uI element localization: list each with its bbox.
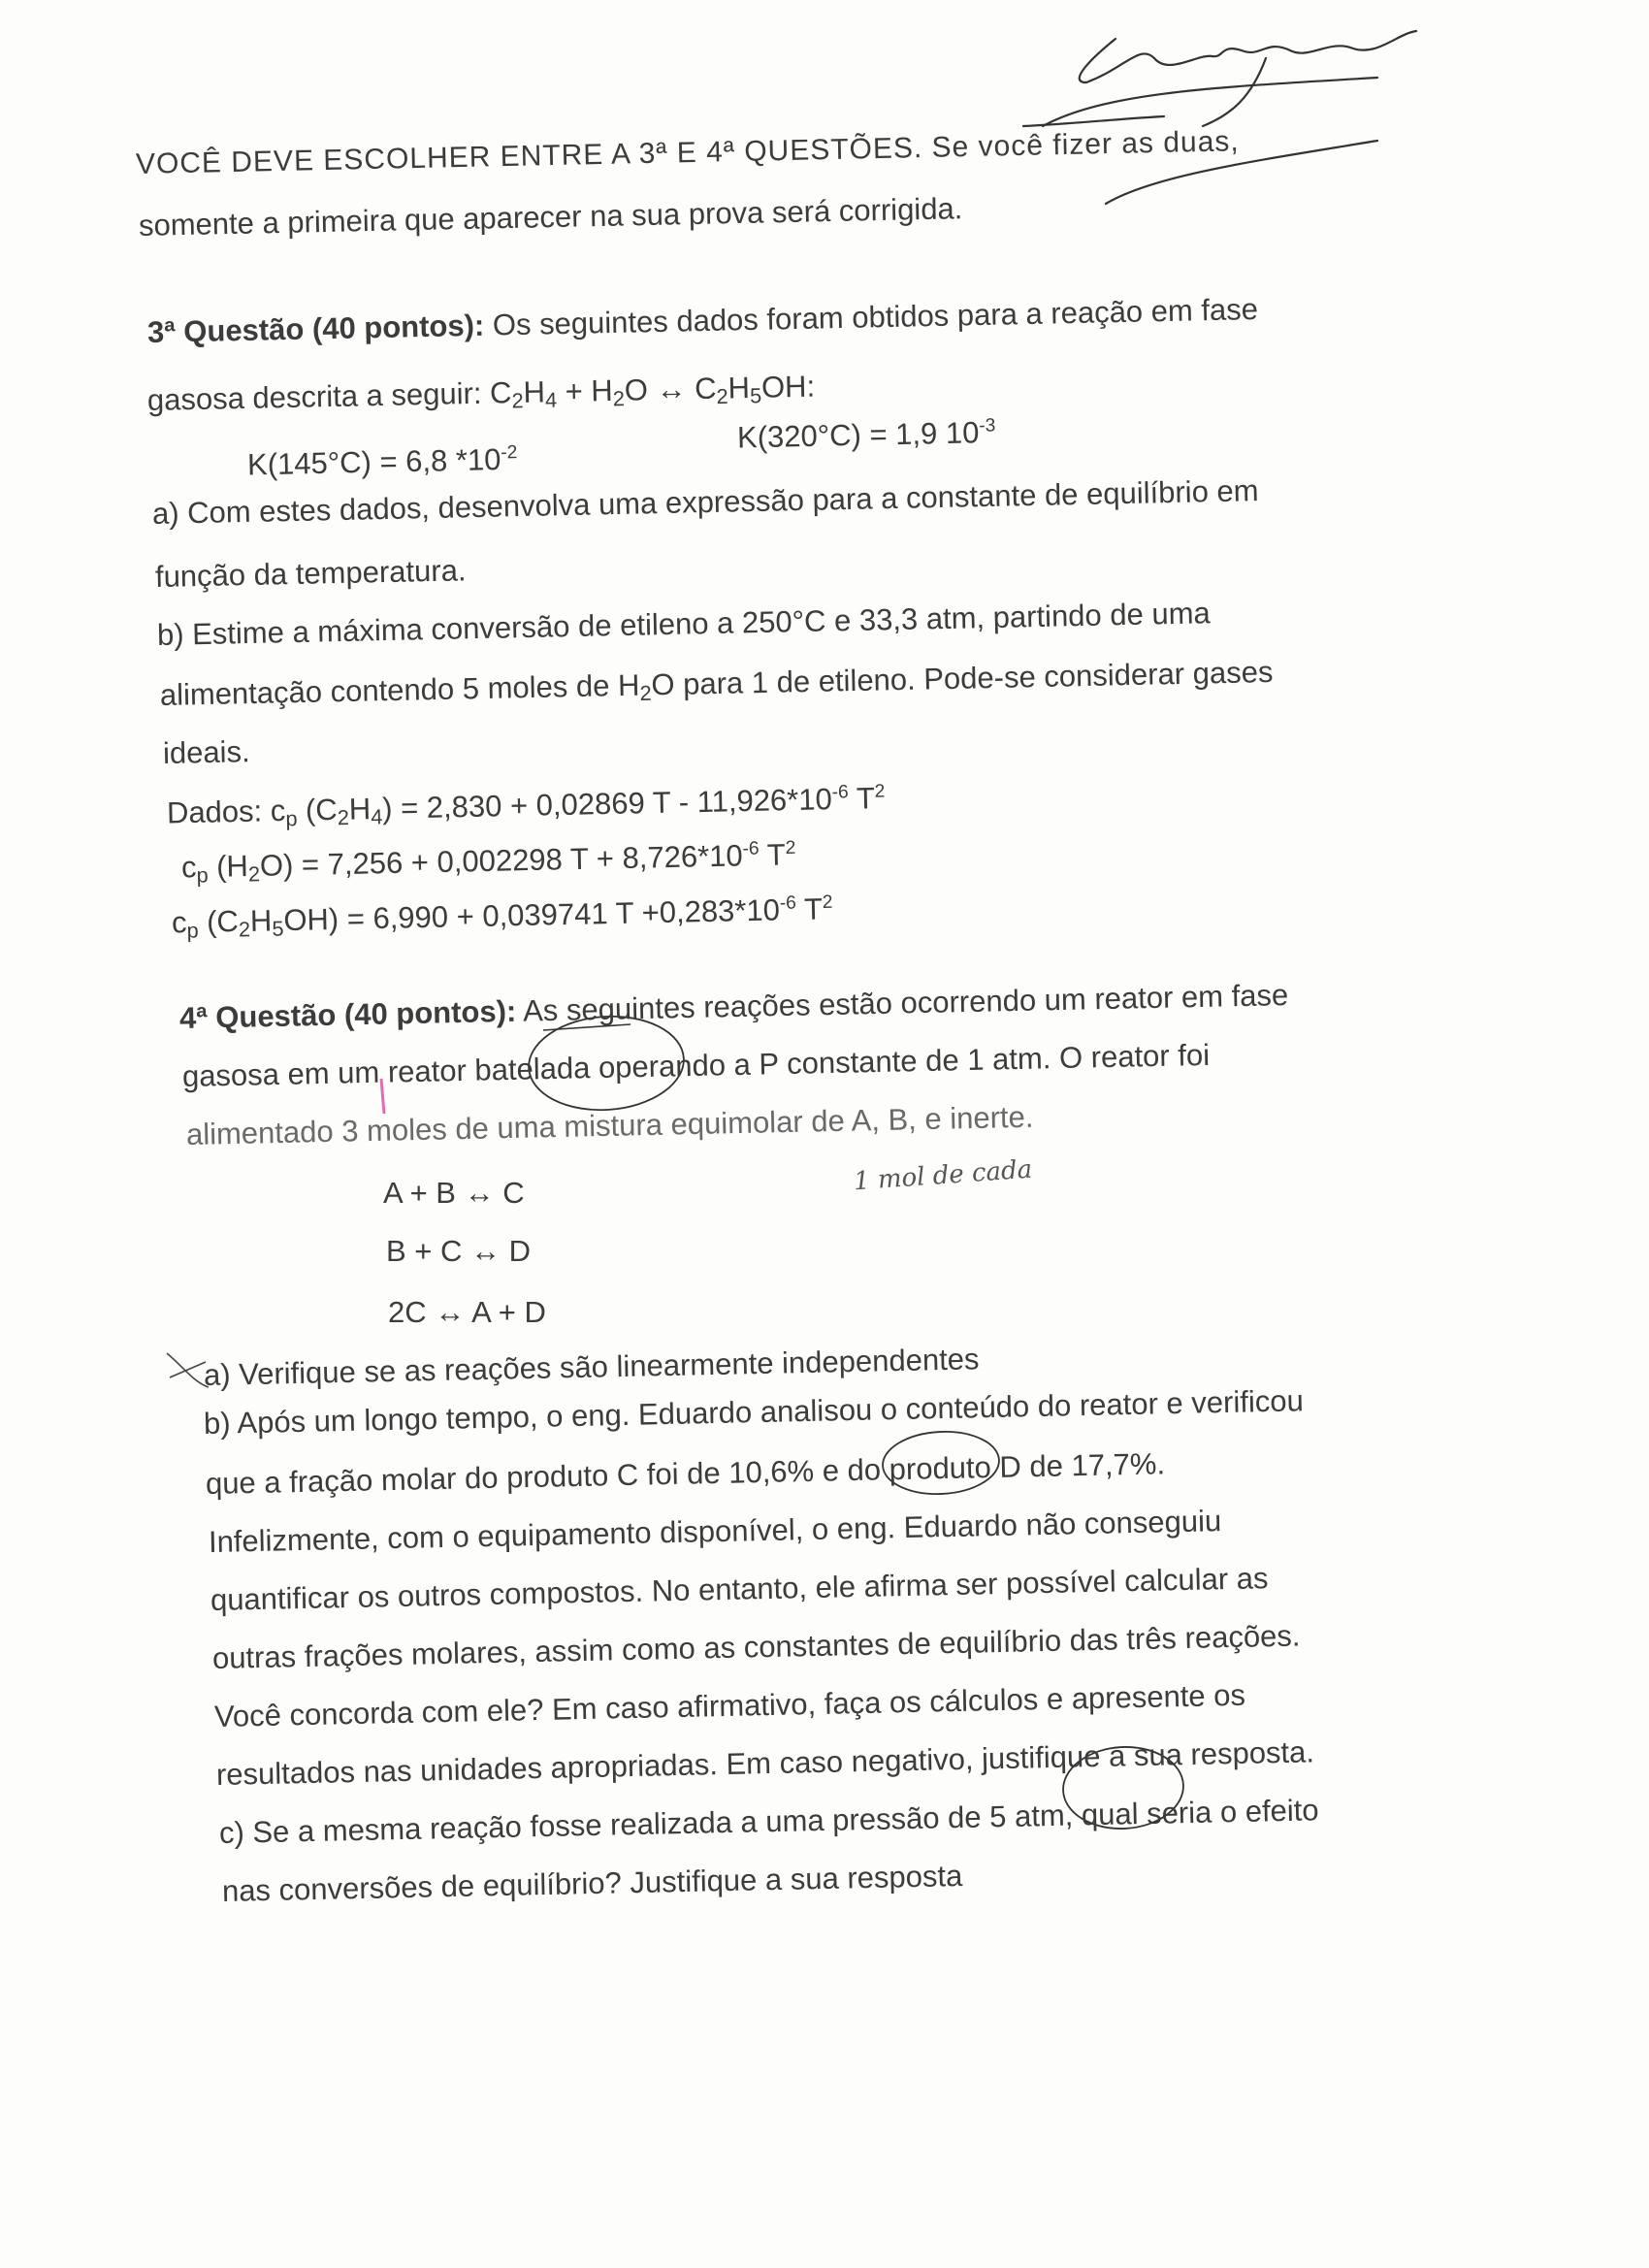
intro-line-1: VOCÊ DEVE ESCOLHER ENTRE A 3ª E 4ª QUESTÕES. Se você fizer as duas, [135, 125, 1241, 180]
q3-line-2 [146, 368, 815, 429]
dados-prefix: Dados: c [166, 793, 286, 830]
cp-expr: = 6,990 + 0,039741 T +0,283*10 [338, 892, 781, 936]
k2-exponent: -3 [979, 415, 996, 437]
intro-line-2: somente a primeira que aparecer na sua prova será corrigida. [138, 191, 963, 243]
cp-texp: 2 [785, 837, 796, 859]
q3-b-line-1: b) Estime a máxima conversão de etileno a 250°C e 33,3 atm, partindo de uma [156, 596, 1212, 652]
cp-tail: T [795, 891, 824, 927]
q3-dados-line-2: $c_p$ $(H_2O) = 7,256 + 0,002298$ $T + 8,726*10^{-6}$ $T^2$ [180, 837, 796, 888]
q4-reaction-1: A + B ↔ C [383, 1176, 525, 1210]
q4-line-1 [179, 976, 1289, 1038]
q3-dados-line-1: Dados: $c_p$ $(C_2H_4) = 2,830 + 0,02869$ T - $11,926*10^{-6}$ $T^2$ [166, 781, 886, 831]
q4-b-line-1: b) Após um longo tempo, o eng. Eduardo analisou o conteúdo do reator e verificou [203, 1383, 1305, 1441]
cp-prefix: c [171, 905, 187, 940]
q3-intro-rest: Os seguintes dados foram obtidos para a reação em fase [492, 292, 1259, 342]
q3-a-line-2: função da temperatura. [154, 553, 467, 594]
cp-subscript: p [196, 862, 209, 888]
q4-b-line-3: Infelizmente, com o equipamento disponível, o eng. Eduardo não conseguiu [208, 1504, 1222, 1559]
q4-c-line-1: c) Se a mesma reação fosse realizada a uma pressão de 5 atm, qual seria o efeito [218, 1793, 1319, 1850]
k2-label: K(320°C) = 1,9 10 [736, 415, 980, 455]
k1-exponent: -2 [501, 442, 518, 464]
q3-reaction: $C_2H_4 + H_2O$ ↔ $C_2H_5OH$: [489, 369, 816, 413]
q3-b-line-2b: O para 1 de etileno. Pode-se considerar gases [651, 654, 1274, 702]
q4-b-line-2: que a fração molar do produto C foi de 10,6% e do produto D de 17,7%. [205, 1446, 1166, 1501]
q4-b-line-6: Você concorda com ele? Em caso afirmativo, faça os cálculos e apresente os [213, 1677, 1246, 1733]
q3-line-2-text: gasosa descrita a seguir: [146, 375, 482, 417]
signature-stroke [1080, 31, 1416, 82]
cp-exp: -6 [779, 892, 797, 914]
q4-a: a) Verifique se as reações são linearmente independentes [203, 1342, 980, 1392]
signature-underline [1043, 78, 1377, 126]
q3-line-1 [147, 287, 1395, 352]
q3-b-line-3: ideais. [162, 734, 250, 770]
k1-label: K(145°C) = 6,8 *10 [246, 442, 501, 482]
equilibrium-arrow: ↔ [656, 372, 687, 407]
signature-tail [1203, 58, 1266, 126]
cp-exp: -6 [831, 782, 849, 803]
plus-sign: + [565, 373, 584, 408]
q3-k1 [247, 434, 518, 484]
q3-title: 3ª Questão (40 pontos): [146, 308, 485, 349]
cp-tail: T [759, 837, 787, 873]
cp-texp: 2 [874, 781, 886, 802]
cp-tail: T [848, 781, 876, 816]
q4-reaction-3: 2C ↔ A + D [388, 1295, 546, 1329]
cp-texp: 2 [822, 891, 833, 913]
q4-c-line-2: nas conversões de equilíbrio? Justifique a sua resposta [221, 1859, 963, 1908]
q4-b-line-4: quantificar os outros compostos. No entanto, ele afirma ser possível calcular as [210, 1561, 1269, 1617]
q3-b-line-2: alimentação contendo 5 moles de $H_2O$ para 1 de etileno. Pode-se considerar gases [159, 654, 1274, 712]
q3-b-line-2a: alimentação contendo 5 moles de H [159, 667, 640, 712]
q4-title: 4ª Questão (40 pontos): [178, 993, 517, 1035]
q3-dados-line-3: $c_p$ $(C_2H_5OH) = 6,990 + 0,039741$ $T +0,283*10^{-6}$ $T^2$ [171, 891, 833, 943]
q4-b-line-7: resultados nas unidades apropriadas. Em caso negativo, justifique a sua resposta. [215, 1734, 1315, 1792]
q4-line-3: alimentado 3 moles de uma mistura equimolar de A, B, e inerte. [185, 1099, 1034, 1151]
cp-subscript: p [285, 806, 298, 831]
cp-expr: = 7,256 + 0,002298 T + 8,726*10 [292, 838, 744, 883]
q4-intro-rest: As seguintes reações estão ocorrendo um reator em fase [522, 978, 1289, 1028]
q3-a-line-1: a) Com estes dados, desenvolva uma expressão para a constante de equilíbrio em [151, 473, 1259, 531]
cp-subscript: p [186, 918, 199, 943]
cp-exp: -6 [742, 838, 760, 859]
cp-expr: = 2,830 + 0,02869 T - 11,926*10 [392, 782, 833, 826]
q4-line-2: gasosa em um reator batelada operando a P constante de 1 atm. O reator foi [181, 1037, 1211, 1093]
q4-b-line-5: outras frações molares, assim como as constantes de equilíbrio das três reações. [211, 1618, 1301, 1675]
cp-prefix: c [180, 850, 197, 885]
q3-k2 [737, 406, 996, 457]
q4-reaction-2: B + C ↔ D [386, 1234, 532, 1268]
handwritten-note: 1 mol de cada [853, 1154, 1034, 1197]
